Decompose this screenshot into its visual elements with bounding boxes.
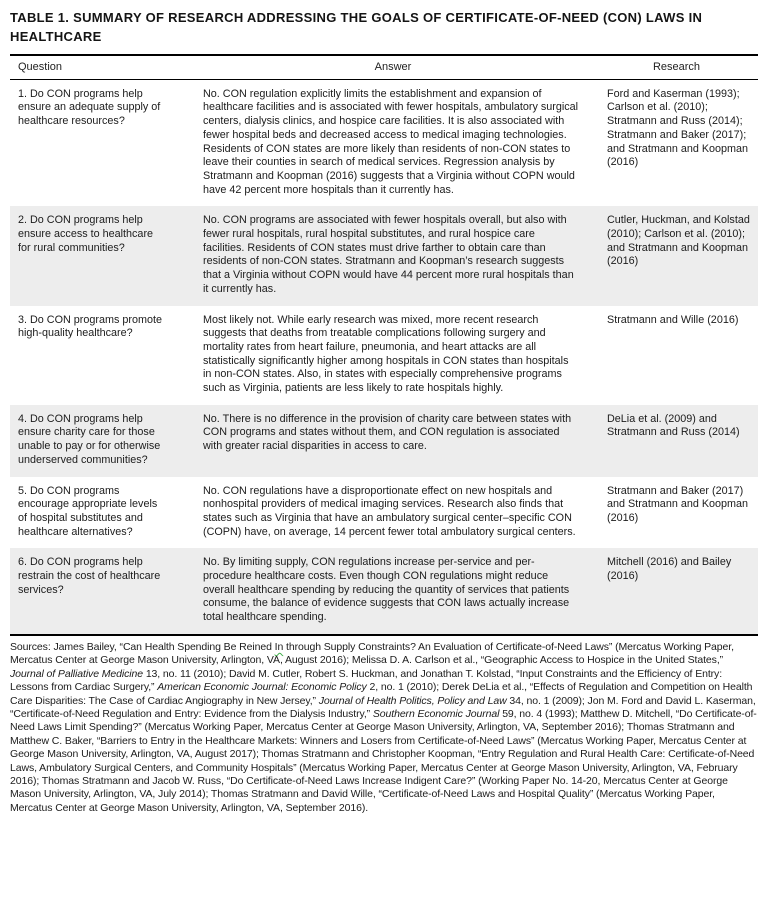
- answer-cell: No. There is no difference in the provision of charity care between states with CON programs and states without them, and CON regulation is associated with greater racial disparities in access to care.: [203, 412, 572, 453]
- table-row: [10, 548, 758, 634]
- research-cell: Stratmann and Baker (2017) and Stratmann and Koopman (2016): [607, 484, 749, 524]
- answer-cell: No. CON programs are associated with fewer hospitals overall, but also with fewer rural hospitals, rural hospital substitutes, and rural hospice care facilities. Residents of CON states must drive farther to obtain care than residents of non-CON states. Stratmann and Koopman’s research suggests that a Virginia without COPN would have 44 percent more rural hospitals than it currently has.: [203, 214, 574, 295]
- research-summary-table: [10, 54, 758, 636]
- sources-segment: Sources: James Bailey, “Can Health Spending Be Reined: [10, 640, 275, 653]
- question-cell: 4. Do CON programs help ensure charity care for those unable to pay or for otherwise underserved communities?: [18, 412, 161, 466]
- research-cell: Ford and Kaserman (1993); Carlson et al. (2010); Stratmann and Russ (2014); Stratmann and Baker (2017); and Stratmann and Koopman (2016): [607, 87, 749, 169]
- table-row: [10, 206, 758, 305]
- table-header-row: [10, 56, 758, 80]
- table-title: TABLE 1. SUMMARY OF RESEARCH ADDRESSING THE GOALS OF CERTIFICATE-OF-NEED (CON) LAWS IN HEALTHCARE: [10, 10, 703, 44]
- answer-cell: No. CON regulations have a disproportionate effect on new hospitals and nonhospital providers of medical imaging services. Research also finds that states such as Virginia that have an ambulatory surgical center–specific CON (COPN) have, on average, 14 percent fewer total ambulatory surgical centers.: [203, 484, 576, 538]
- journal-title: Journal of Health Politics, Policy and Law: [318, 694, 507, 707]
- column-header-answer: Answer: [374, 60, 412, 73]
- question-cell: 6. Do CON programs help restrain the cost of healthcare services?: [18, 556, 161, 596]
- sources-segment: In: [274, 640, 284, 653]
- table-row: [10, 306, 758, 405]
- journal-title: Journal of Palliative Medicine: [10, 667, 143, 680]
- sources-segment: through Supply Constraints? An Evaluation of Certificate-of-Need Laws” (Mercatus Working Paper, Mercatus Center at George Mason University, Arlington, VA, August 2016); Melissa D. A. Carlson et al., “Geographic Access to Hospice in the United States,”: [10, 640, 734, 667]
- answer-cell: No. CON regulation explicitly limits the establishment and expansion of healthcare facilities and is associated with fewer hospitals, ambulatory surgical centers, dialysis clinics, and hospice care facilities. It is also associated with fewer hospital beds and decreased access to medical imaging technologies. Residents of CON states are more likely than residents of non-CON states to leave their counties in search of medical services. Regression analysis by Stratmann and Koopman (2016) suggests that a Virginia without COPN would have 42 percent more hospitals than it currently has.: [203, 87, 579, 196]
- answer-cell: No. By limiting supply, CON regulations increase per-service and per-procedure healthcare costs. Even though CON regulations might reduce overall healthcare spending by reducing the quantity of services that patients consume, the balance of evidence suggests that CON laws actually increase total healthcare spending.: [203, 556, 570, 624]
- table-row: [10, 80, 758, 207]
- research-cell: Cutler, Huckman, and Kolstad (2010); Carlson et al. (2010); and Stratmann and Koopman (2016): [607, 214, 750, 268]
- question-cell: 2. Do CON programs help ensure access to healthcare for rural communities?: [18, 214, 154, 254]
- research-cell: Stratmann and Wille (2016): [607, 313, 739, 326]
- journal-title: Southern Economic Journal: [372, 707, 500, 720]
- column-header-question: Question: [18, 60, 63, 73]
- column-header-research: Research: [652, 60, 701, 73]
- sources-segment: 59, no. 4 (1993); Matthew D. Mitchell, “Do Certificate-of-Need Laws Limit Spending?” (Mercatus Working Paper, Mercatus Center at George Mason University, Arlington, VA, September 2016); Thomas Stratmann and Matthew C. Baker, “Barriers to Entry in the Healthcare Markets: Winners and Losers from Certificate-of-Need Laws” (Mercatus Working Paper, Mercatus Center at George Mason University, Arlington, VA, August 2017); Thomas Stratmann and Christopher Koopman, “Entry Regulation and Rural Health Care: Certificate-of-Need Laws, Ambulatory Surgical Centers, and Community Hospitals” (Mercatus Working Paper, Mercatus Center at George Mason University, Arlington, VA, February 2016); Thomas Stratmann and Jacob W. Russ, “Do Certificate-of-Need Laws Increase Indigent Care?” (Working Paper No. 14-20, Mercatus Center at George Mason University, Arlington, VA, July 2014); Thomas Stratmann and David Wille, “Certificate-of-Need Laws and Hospital Quality” (Mercatus Working Paper, Mercatus Center at George Mason University, Arlington, VA, September 2016).: [10, 707, 757, 814]
- sources-segment: 2, no. 1 (2010); Derek DeLia et al., “Effects of Regulation and Competition on Health Care Disparities: The Case of Cardiac Angiography in New Jersey,”: [10, 681, 753, 707]
- question-cell: 3. Do CON programs promote high-quality healthcare?: [18, 313, 163, 340]
- research-cell: Mitchell (2016) and Bailey (2016): [607, 556, 732, 583]
- table-body: [10, 80, 758, 636]
- research-cell: DeLia et al. (2009) and Stratmann and Russ (2014): [607, 412, 740, 439]
- sources-segment: 34, no. 1 (2009); Jon M. Ford and David L. Kaserman, “Certificate-of-Need Regulation and Entry: Evidence from the Dialysis Industry,”: [10, 694, 756, 720]
- table-row: [10, 405, 758, 477]
- answer-cell: Most likely not. While early research was mixed, more recent research suggests that deaths from treatable complications following surgery and mortality rates from heart failure, pneumonia, and heart attacks are all statistically significantly higher among hospitals in CON states than hospitals in non-CON states. Also, in states with especially comprehensive programs such as Virginia, patients are less likely to rate hospitals highly.: [203, 313, 569, 395]
- question-cell: 5. Do CON programs encourage appropriate levels of hospital substitutes and healthcare alternatives?: [18, 484, 158, 538]
- sources-text: [10, 641, 758, 815]
- sources-segment: 13, no. 11 (2010); David M. Cutler, Robert S. Huckman, and Jonathan T. Kolstad, “Input Constraints and the Efficiency of Entry: Lessons from Cardiac Surgery,”: [10, 667, 723, 694]
- table-row: [10, 477, 758, 549]
- question-cell: 1. Do CON programs help ensure an adequate supply of healthcare resources?: [18, 87, 161, 128]
- journal-title: American Economic Journal: Economic Policy: [157, 681, 367, 694]
